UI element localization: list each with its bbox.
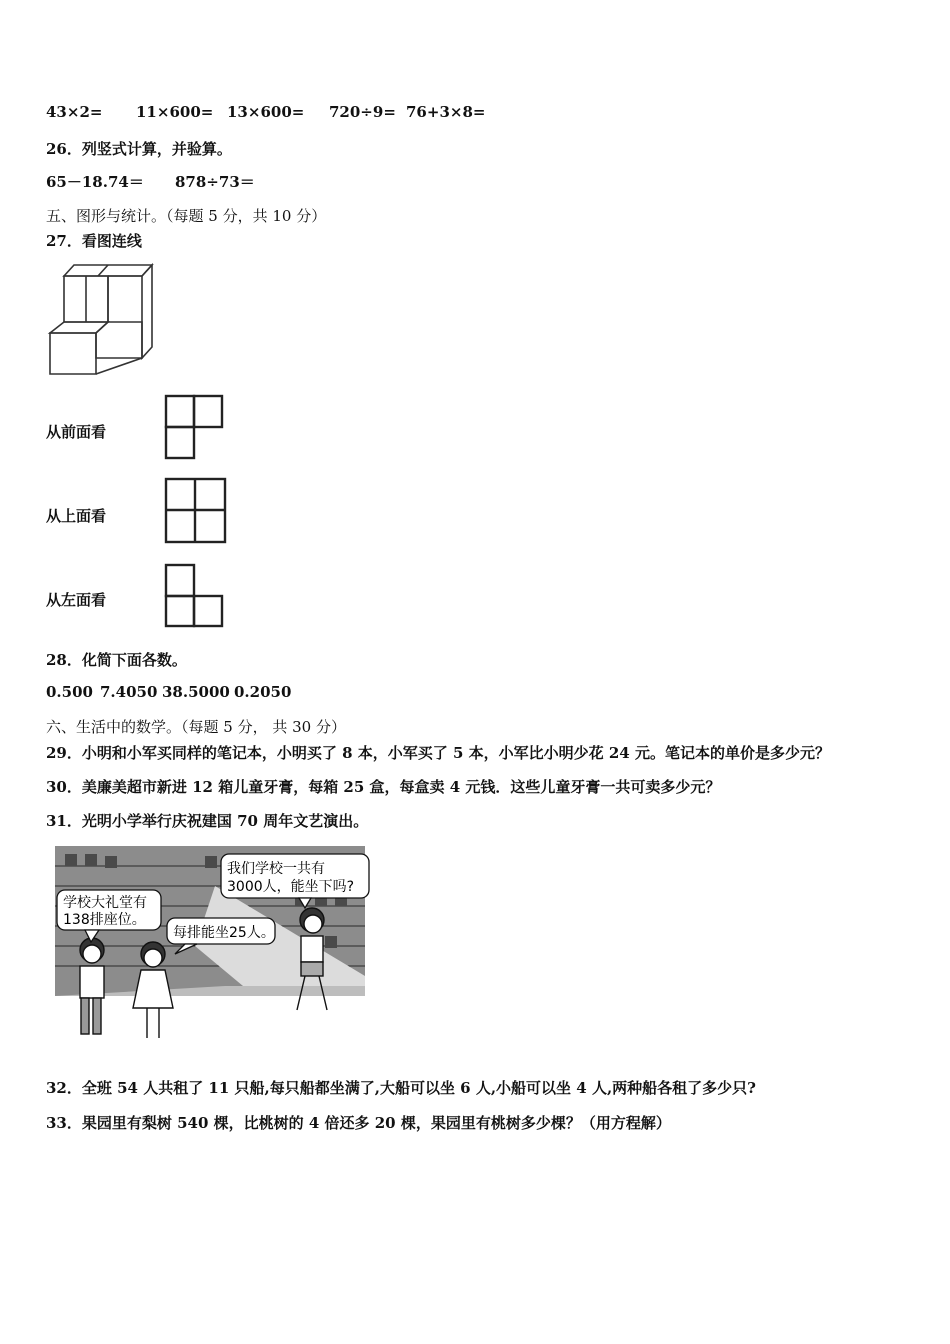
calc-item: 878÷73＝	[175, 173, 255, 191]
section-6-heading: 六、生活中的数学。（每题 5 分， 共 30 分）	[46, 718, 346, 736]
left-view-shape	[165, 564, 225, 628]
q32-text: 32．全班 54 人共租了 11 只船,每只船都坐满了,大船可以坐 6 人,小船可以坐 4 人,两种船各租了多少只?	[46, 1079, 756, 1097]
q28-numbers	[46, 683, 291, 701]
q33-text: 33．果园里有梨树 540 棵，比桃树的 4 倍还多 20 棵，果园里有桃树多少棵？（用方程解）	[46, 1114, 671, 1132]
decimal-number: 7.4050	[100, 683, 158, 701]
bubble-1-line-1: 学校大礼堂有	[63, 895, 147, 911]
view-label-front: 从前面看	[46, 423, 107, 441]
q26-items	[46, 171, 255, 192]
section-5-heading: 五、图形与统计。（每题 5 分，共 10 分）	[46, 207, 327, 225]
view-label-left: 从左面看	[46, 591, 107, 609]
auditorium-illustration	[55, 846, 365, 1042]
top-view-shape	[165, 478, 227, 544]
q29-text: 29．小明和小军买同样的笔记本，小明买了 8 本，小军买了 5 本，小军比小明少花 24 元。笔记本的单价是多少元？	[46, 744, 830, 762]
calc-item: 11×600=	[136, 103, 214, 121]
q31-text: 31．光明小学举行庆祝建国 70 周年文艺演出。	[46, 812, 369, 830]
front-view-shape	[165, 395, 225, 461]
q27-title: 27．看图连线	[46, 232, 142, 250]
view-label-top: 从上面看	[46, 507, 107, 525]
bubble-3-line-1: 我们学校一共有	[227, 861, 325, 877]
decimal-number: 38.5000	[162, 683, 230, 701]
decimal-number: 0.500	[46, 683, 93, 701]
oral-calc-row	[46, 103, 485, 121]
calc-item: 13×600=	[227, 103, 305, 121]
q30-text: 30．美廉美超市新进 12 箱儿童牙膏，每箱 25 盒，每盒卖 4 元钱．这些儿童牙膏一共可卖多少元？	[46, 778, 721, 796]
calc-item: 76+3×8=	[406, 103, 486, 121]
bubble-3-line-2: 3000人，能坐下吗?	[227, 879, 355, 895]
cube-figure	[46, 262, 156, 377]
q26-title: 26．列竖式计算，并验算。	[46, 140, 232, 158]
bubble-1-line-2: 138排座位。	[63, 912, 146, 928]
decimal-number: 0.2050	[234, 683, 292, 701]
calc-item: 65－18.74＝	[46, 173, 144, 191]
calc-item: 43×2=	[46, 103, 103, 121]
calc-item: 720÷9=	[329, 103, 396, 121]
bubble-2: 每排能坐25人。	[173, 925, 275, 941]
q28-title: 28．化简下面各数。	[46, 651, 187, 669]
